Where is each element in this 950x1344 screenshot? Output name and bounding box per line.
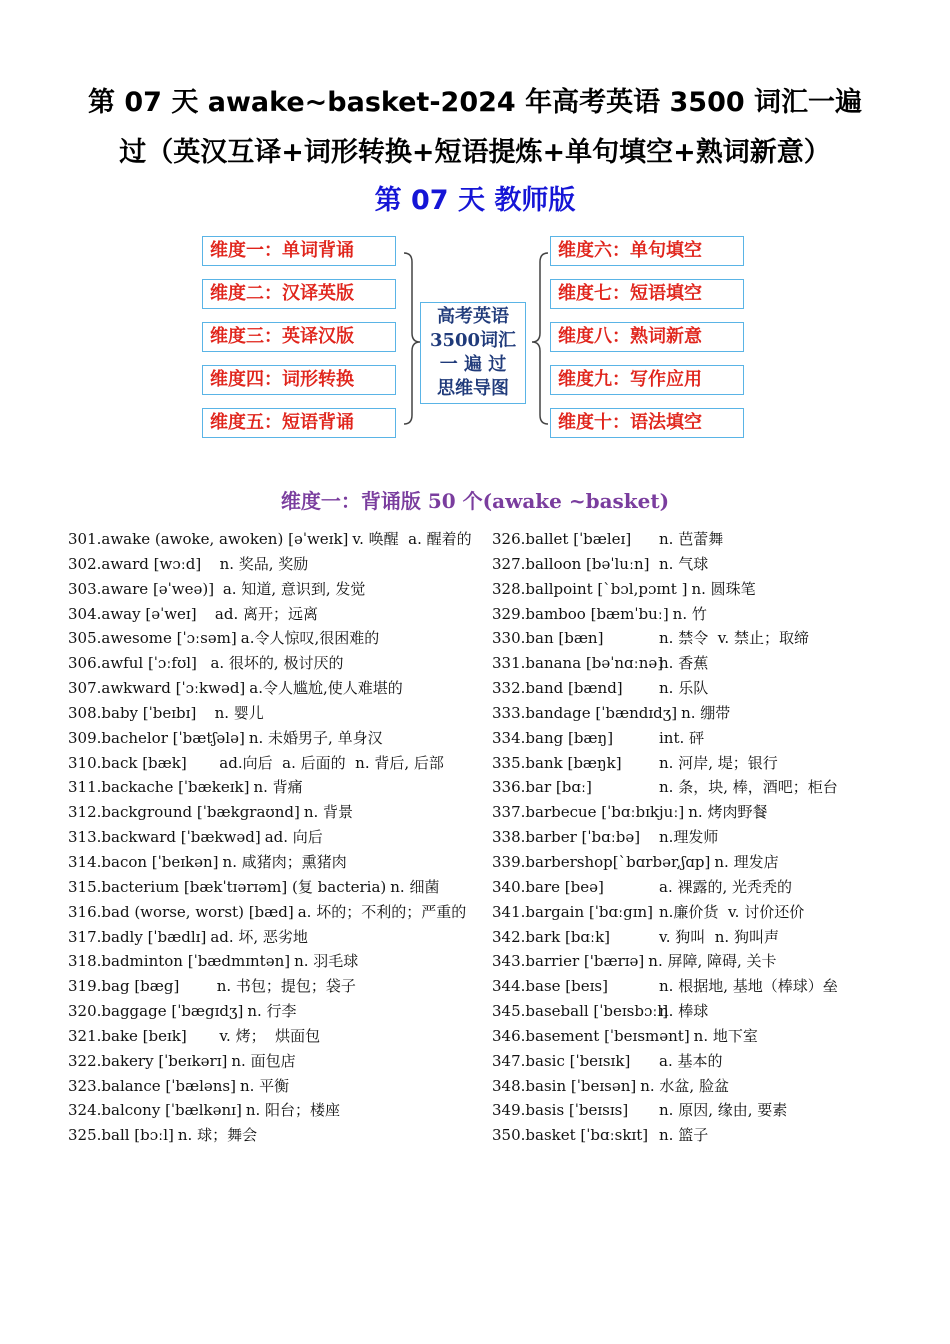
dimension-box-10: 维度十：语法填空: [550, 408, 744, 438]
word-definition: n. 咸猪肉；熏猪肉: [222, 852, 347, 871]
word-headword: 325.ball [bɔːl]: [68, 1126, 174, 1145]
word-entry: [492, 676, 932, 701]
word-headword: 341.bargain [ˈbɑːgɪn]: [492, 902, 654, 921]
word-headword: 301.awake (awoke, awoken) [əˈweɪk]: [68, 530, 349, 548]
word-definition: n. 细菌: [390, 877, 440, 896]
word-definition: ad. 坏, 恶劣地: [210, 927, 308, 946]
word-entry: [68, 527, 488, 552]
word-entry: [68, 1024, 488, 1049]
word-entry: [492, 651, 932, 676]
word-definition: n.理发师: [659, 828, 719, 847]
word-definition: a. 坏的；不利的；严重的: [297, 902, 467, 921]
word-headword: 316.bad (worse, worst) [bæd]: [68, 902, 294, 921]
word-headword: 303.aware [əˈweə)]: [68, 579, 215, 598]
center-line-3: 一 遍 过: [439, 354, 507, 375]
word-definition: n. 烤肉野餐: [688, 803, 768, 822]
word-definition: n. 行李: [247, 1002, 297, 1021]
word-entry: [68, 1074, 488, 1099]
word-definition: n.廉价货 v. 讨价还价: [659, 902, 805, 921]
word-headword: 317.badly [ˈbædlɪ]: [68, 927, 207, 946]
word-entry: [492, 999, 932, 1024]
word-headword: 310.back [bæk]: [68, 753, 187, 772]
word-headword: 323.balance [ˈbæləns]: [68, 1076, 236, 1095]
word-definition: n. 竹: [672, 604, 707, 623]
word-definition: v. 烤； 烘面包: [190, 1026, 321, 1045]
word-headword: 321.bake [beɪk]: [68, 1026, 187, 1045]
word-headword: 332.band [bænd]: [492, 679, 623, 698]
word-definition: n. 篮子: [659, 1126, 709, 1145]
word-entry: [68, 751, 488, 776]
word-definition: a. 基本的: [659, 1051, 723, 1070]
word-headword: 305.awesome [ˈɔːsəm]: [68, 629, 237, 648]
word-entry: [68, 875, 488, 900]
word-entry: [68, 974, 488, 999]
word-list-left: [68, 527, 488, 1148]
left-brace: [404, 253, 420, 424]
word-entry: [68, 1049, 488, 1074]
word-entry: [68, 701, 488, 726]
word-definition: n. 原因, 缘由, 要素: [659, 1101, 788, 1120]
dimension-box-3: 维度三：英译汉版: [202, 322, 396, 352]
word-entry: [492, 1024, 932, 1049]
word-entry: [68, 1123, 488, 1148]
word-headword: 302.award [wɔːd]: [68, 554, 202, 573]
center-line-4: 思维导图: [437, 378, 509, 399]
word-definition: n. 书包；提包；袋子: [183, 977, 356, 996]
word-entry: [492, 900, 932, 925]
word-definition: a.令人尴尬,使人难堪的: [249, 679, 403, 698]
word-entry: [492, 701, 932, 726]
word-definition: ad.向后 a. 后面的 n. 背后, 后部: [190, 753, 444, 772]
word-definition: n. 屏障, 障碍, 关卡: [648, 952, 777, 971]
word-entry: [492, 751, 932, 776]
word-headword: 344.base [beɪs]: [492, 977, 608, 996]
word-entry: [492, 1123, 932, 1148]
word-headword: 314.bacon [ˈbeɪkən]: [68, 852, 219, 871]
word-entry: [68, 900, 488, 925]
word-headword: 311.backache [ˈbækeɪk]: [68, 778, 250, 797]
word-headword: 307.awkward [ˈɔːkwəd]: [68, 679, 246, 698]
word-headword: 340.bare [beə]: [492, 877, 604, 896]
word-entry: [492, 825, 932, 850]
word-definition: v. 狗叫 n. 狗叫声: [659, 927, 779, 946]
word-definition: int. 砰: [659, 728, 705, 747]
word-definition: n. 棒球: [659, 1002, 709, 1021]
word-entry: [492, 1098, 932, 1123]
word-entry: [68, 825, 488, 850]
word-definition: ad. 离开；远离: [200, 604, 318, 623]
word-entry: [68, 552, 488, 577]
word-entry: [492, 775, 932, 800]
word-headword: 330.ban [bæn]: [492, 629, 604, 648]
word-definition: a. 知道, 意识到, 发觉: [218, 579, 366, 598]
title-line-1: 第 07 天 awake~basket-2024 年高考英语 3500 词汇一遍: [87, 87, 863, 118]
word-entry: [68, 577, 488, 602]
title-line-2: 过（英汉互译+词形转换+短语提炼+单句填空+熟词新意）: [119, 137, 831, 168]
word-headword: 338.barber [ˈbɑːbə]: [492, 828, 641, 847]
word-headword: 320.baggage [ˈbægɪdʒ]: [68, 1002, 244, 1021]
right-brace: [532, 253, 548, 424]
word-headword: 343.barrier ['bærɪə]: [492, 952, 645, 971]
word-definition: n. 未婚男子, 单身汉: [248, 728, 383, 747]
word-entry: [492, 577, 932, 602]
word-definition: n. 香蕉: [659, 654, 709, 673]
word-entry: [68, 1098, 488, 1123]
word-definition: n. 芭蕾舞: [659, 530, 724, 548]
word-definition: n. 绷带: [681, 703, 731, 722]
word-headword: 336.bar [bɑː]: [492, 778, 592, 797]
dimension-box-6: 维度六：单句填空: [550, 236, 744, 266]
word-entry: [492, 800, 932, 825]
word-entry: [492, 1049, 932, 1074]
word-definition: n. 背景: [303, 803, 354, 822]
word-entry: [68, 602, 488, 627]
word-definition: ad. 向后: [264, 828, 323, 847]
word-entry: [492, 602, 932, 627]
mind-map-center: [420, 302, 526, 404]
word-definition: n. 奖品, 奖励: [205, 554, 309, 573]
word-definition: n. 气球: [659, 554, 709, 573]
word-headword: 339.barbershop[ˋbɑrbər,ʃɑp]: [492, 852, 711, 871]
word-headword: 345.baseball [ˈbeɪsbɔːl]: [492, 1002, 669, 1021]
word-definition: n. 圆珠笔: [691, 579, 756, 598]
word-headword: 322.bakery [ˈbeɪkərɪ]: [68, 1051, 228, 1070]
word-headword: 304.away [əˈweɪ]: [68, 604, 197, 623]
word-entry: [68, 949, 488, 974]
word-entry: [68, 850, 488, 875]
word-headword: 309.bachelor [ˈbætʃələ]: [68, 728, 245, 747]
word-definition: a. 裸露的, 光秃秃的: [659, 877, 793, 896]
word-entry: [68, 676, 488, 701]
word-headword: 306.awful [ˈɔːfʊl]: [68, 654, 197, 673]
word-entry: [68, 800, 488, 825]
word-entry: [68, 726, 488, 751]
word-headword: 326.ballet [ˈbæleɪ]: [492, 530, 632, 548]
word-headword: 347.basic [ˈbeɪsɪk]: [492, 1051, 631, 1070]
word-headword: 346.basement [ˈbeɪsmənt]: [492, 1026, 690, 1045]
word-definition: n. 禁令 v. 禁止；取缔: [659, 629, 809, 648]
word-headword: 348.basin [ˈbeɪsən]: [492, 1076, 637, 1095]
word-headword: 349.basis [ˈbeɪsɪs]: [492, 1101, 629, 1120]
word-entry: [492, 527, 932, 552]
word-definition: n. 背痛: [253, 778, 303, 797]
center-line-1: 高考英语: [437, 306, 509, 327]
center-line-2: 3500词汇: [429, 330, 517, 351]
dimension-box-7: 维度七：短语填空: [550, 279, 744, 309]
word-headword: 342.bark [bɑːk]: [492, 927, 611, 946]
word-definition: n. 平衡: [239, 1076, 290, 1095]
word-definition: n. 阳台；楼座: [245, 1101, 341, 1120]
word-entry: [492, 726, 932, 751]
word-headword: 319.bag [bæg]: [68, 977, 180, 996]
word-headword: 313.backward [ˈbækwəd]: [68, 828, 261, 847]
word-entry: [492, 875, 932, 900]
word-definition: v. 唤醒 a. 醒着的: [352, 530, 472, 548]
dimension-box-4: 维度四：词形转换: [202, 365, 396, 395]
word-definition: n. 地下室: [693, 1026, 758, 1045]
word-entry: [492, 925, 932, 950]
word-entry: [492, 850, 932, 875]
word-entry: [68, 775, 488, 800]
word-entry: [68, 651, 488, 676]
word-definition: a.令人惊叹,很困难的: [240, 629, 380, 648]
word-headword: 324.balcony [ˈbælkənɪ]: [68, 1101, 242, 1120]
word-definition: n. 理发店: [714, 852, 779, 871]
word-entry: [68, 626, 488, 651]
word-definition: n. 婴儿: [200, 703, 264, 722]
document-subtitle: 第 07 天 教师版: [374, 185, 576, 216]
word-definition: n. 面包店: [231, 1051, 296, 1070]
mind-map: [0, 0, 950, 460]
word-definition: n. 羽毛球: [294, 952, 359, 971]
word-entry: [68, 925, 488, 950]
word-headword: 327.balloon [bəˈluːn]: [492, 554, 650, 573]
word-definition: n. 乐队: [659, 679, 709, 698]
dimension-box-5: 维度五：短语背诵: [202, 408, 396, 438]
word-headword: 308.baby [ˈbeɪbɪ]: [68, 703, 197, 722]
word-headword: 335.bank [bæŋk]: [492, 753, 622, 772]
dimension-box-8: 维度八：熟词新意: [550, 322, 744, 352]
word-definition: n. 条，块, 棒，酒吧；柜台: [659, 778, 838, 797]
word-headword: 328.ballpoint [ˋbɔl,pɔɪnt ]: [492, 579, 688, 598]
word-entry: [68, 999, 488, 1024]
word-entry: [492, 1074, 932, 1099]
word-headword: 350.basket [ˈbɑːskɪt]: [492, 1126, 649, 1145]
dimension-box-9: 维度九：写作应用: [550, 365, 744, 395]
word-definition: a. 很坏的, 极讨厌的: [200, 654, 344, 673]
word-headword: 329.bamboo [bæmˈbuː]: [492, 604, 669, 623]
word-entry: [492, 552, 932, 577]
word-list-right: [492, 527, 932, 1148]
dimension-box-1: 维度一：单词背诵: [202, 236, 396, 266]
word-definition: n. 球；舞会: [177, 1126, 258, 1145]
word-entry: [492, 974, 932, 999]
word-definition: n. 河岸, 堤；银行: [659, 753, 778, 772]
word-headword: 315.bacterium [bækˈtɪərɪəm] (复 bacteria): [68, 877, 387, 896]
word-headword: 312.background [ˈbækgraʊnd]: [68, 803, 300, 822]
word-headword: 333.bandage [ˈbændɪdʒ]: [492, 703, 678, 722]
word-entry: [492, 626, 932, 651]
word-definition: n. 水盆, 脸盆: [640, 1076, 729, 1095]
section-heading: 维度一：背诵版 50 个(awake ~basket): [280, 489, 670, 513]
word-headword: 334.bang [bæŋ]: [492, 728, 614, 747]
dimension-box-2: 维度二：汉译英版: [202, 279, 396, 309]
word-headword: 318.badminton [ˈbædmɪntən]: [68, 952, 291, 971]
word-entry: [492, 949, 932, 974]
word-definition: n. 根据地, 基地（棒球）垒: [659, 977, 838, 996]
word-headword: 331.banana [bəˈnɑːnə]: [492, 654, 664, 673]
word-headword: 337.barbecue [ˈbɑːbɪkjuː]: [492, 803, 685, 822]
